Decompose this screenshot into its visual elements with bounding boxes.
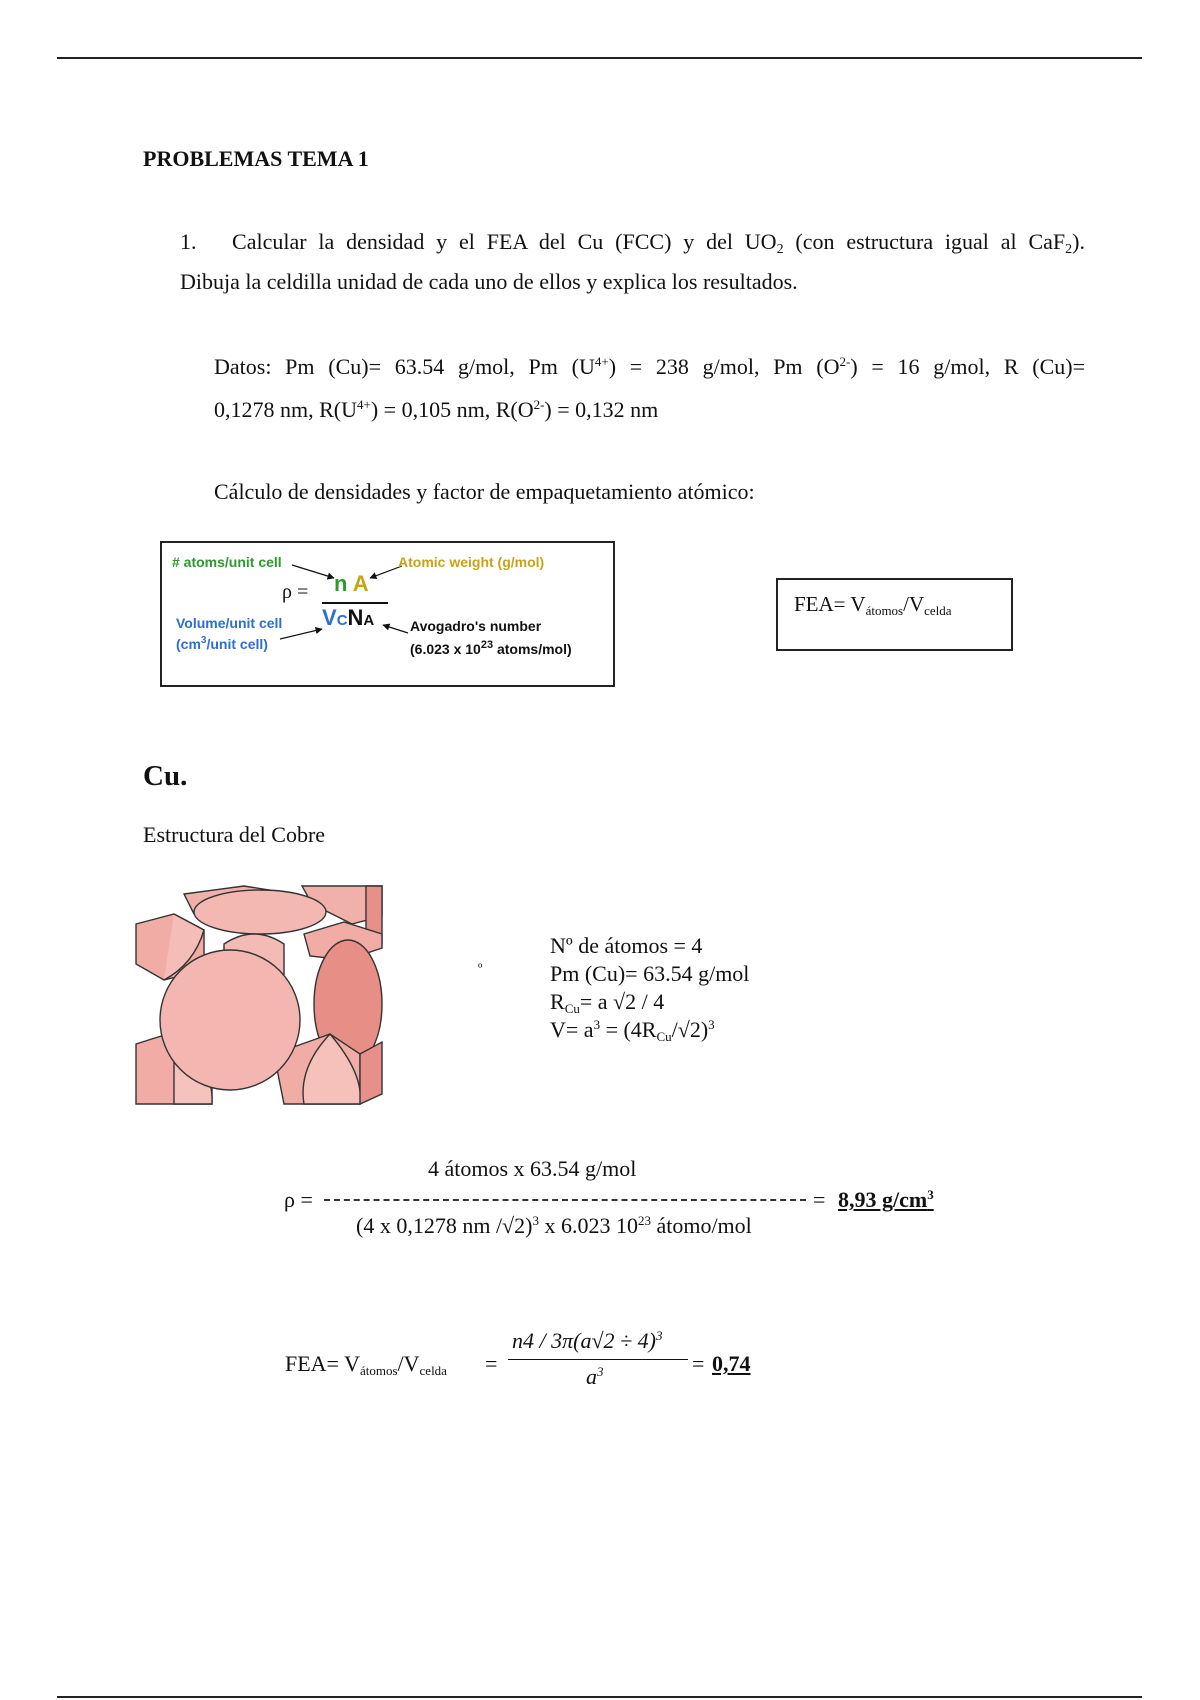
param-volume-mid: = (4R — [600, 1017, 657, 1042]
arrow-volume — [280, 629, 322, 639]
fea-eq-sub1: átomos — [359, 1363, 398, 1378]
datos-text-d: 0,1278 nm, R(U — [214, 397, 357, 422]
density-equals: = — [813, 1187, 826, 1212]
param-volume-sub: Cu — [656, 1029, 672, 1044]
denominator — [322, 605, 374, 631]
density-result — [838, 1187, 934, 1213]
fea-eq-sub2: celda — [419, 1363, 447, 1378]
param-volume — [550, 1016, 749, 1044]
param-volume-sup: 3 — [593, 1017, 601, 1032]
fea-eq-num: n4 / 3π(a√2 ÷ 4) — [512, 1328, 656, 1353]
param-volume-post: /√2) — [671, 1017, 709, 1042]
bottom-rule — [57, 1696, 1142, 1698]
fea-eq-pre: FEA= V — [285, 1351, 360, 1376]
page-heading: PROBLEMAS TEMA 1 — [143, 146, 369, 171]
rho-equals: ρ = — [282, 581, 309, 603]
density-denom-sup: 3 — [532, 1213, 539, 1228]
fea-eq-num-sup: 3 — [655, 1328, 663, 1343]
param-volume-sup2: 3 — [708, 1017, 715, 1032]
denom-n: N — [347, 605, 364, 630]
datos-text-f: ) = 0,132 nm — [544, 397, 659, 422]
fea-box-sub1: átomos — [865, 603, 904, 618]
density-denominator — [356, 1213, 752, 1239]
calc-title: Cálculo de densidades y factor de empaquetamiento atómico: — [214, 479, 755, 504]
fea-eq-label — [285, 1351, 447, 1377]
cu-parameters — [550, 932, 749, 1044]
atomic-weight-label: Atomic weight (g/mol) — [398, 554, 545, 570]
cu-heading: Cu. — [143, 760, 188, 792]
volume-units — [176, 636, 268, 652]
problem-sub-1: 2 — [776, 242, 784, 257]
numerator-a: A — [352, 571, 369, 596]
fea-formula-box — [776, 578, 1013, 651]
cu-subtitle: Estructura del Cobre — [143, 822, 326, 847]
top-rule — [57, 57, 1142, 59]
fea-eq-den: a — [586, 1364, 597, 1389]
volume-label: Volume/unit cell — [176, 615, 283, 631]
density-formula-box — [160, 541, 615, 687]
problem-line-1 — [180, 229, 1085, 255]
fea-box-sub2: celda — [924, 603, 952, 618]
fcc-unit-cell-illustration — [134, 884, 384, 1106]
datos-text-c: ) = 16 g/mol, R (Cu)= — [850, 354, 1085, 379]
avogadro-value — [410, 641, 572, 657]
fea-box-text — [794, 592, 952, 617]
numerator — [334, 571, 369, 597]
datos-text-b: ) = 238 g/mol, Pm (O — [608, 354, 840, 379]
fea-eq-fraction-line — [508, 1359, 688, 1360]
problem-line-2: Dibuja la celdilla unidad de cada uno de ellos y explica los resultados. — [180, 269, 798, 294]
datos-sup-a: 4+ — [594, 354, 609, 369]
density-denom-post: átomo/mol — [650, 1213, 752, 1238]
denom-c: C — [336, 612, 348, 629]
fea-box-pre: FEA= V — [794, 592, 866, 616]
avogadro-pre: (6.023 x 10 — [410, 641, 481, 657]
fea-eq-result: 0,74 — [712, 1351, 751, 1376]
fea-eq-numerator — [512, 1328, 662, 1354]
fea-box-mid: /V — [903, 592, 925, 616]
avogadro-sup: 23 — [480, 639, 494, 651]
datos-text-a: Datos: Pm (Cu)= 63.54 g/mol, Pm (U — [214, 354, 595, 379]
datos-text-e: ) = 0,105 nm, R(O — [370, 397, 534, 422]
fea-eq-equals: = — [485, 1351, 498, 1376]
density-rho: ρ = — [284, 1187, 313, 1212]
density-denom-sup2: 23 — [637, 1213, 651, 1228]
param-atoms: Nº de átomos = 4 — [550, 933, 703, 958]
param-radius-sub: Cu — [564, 1001, 580, 1016]
fea-eq-den-sup: 3 — [597, 1364, 604, 1379]
density-result-pre: 8,93 g/cm — [838, 1187, 928, 1212]
denom-v: V — [322, 605, 337, 630]
param-pm: Pm (Cu)= 63.54 g/mol — [550, 961, 750, 986]
fea-eq-denominator — [586, 1364, 604, 1390]
density-numerator: 4 átomos x 63.54 g/mol — [428, 1156, 637, 1181]
problem-text-1b: (con estructura igual al CaF — [783, 229, 1066, 254]
avogadro-post: atoms/mol) — [493, 641, 572, 657]
density-fraction-line — [324, 1199, 806, 1201]
denom-a: A — [363, 612, 375, 629]
density-denom-mid: x 6.023 10 — [538, 1213, 638, 1238]
numerator-n: n — [334, 571, 348, 596]
arrow-atoms — [292, 565, 334, 578]
formula-fraction-line — [322, 602, 388, 604]
datos-sup-e: 2- — [533, 397, 545, 412]
param-radius-pre: R — [550, 989, 565, 1014]
volume-units-pre: (cm — [176, 636, 201, 652]
datos-sup-d: 4+ — [357, 397, 371, 412]
datos-line-1 — [214, 354, 1085, 380]
avogadro-label: Avogadro's number — [410, 618, 542, 634]
param-radius — [550, 988, 749, 1016]
arrow-avogadro — [383, 625, 408, 633]
fea-eq-mid: /V — [397, 1351, 420, 1376]
problem-text-1: Calcular la densidad y el FEA del Cu (FCC) y del UO — [232, 229, 777, 254]
datos-line-2 — [214, 397, 658, 423]
volume-units-sup: 3 — [200, 635, 207, 646]
problem-number: 1. — [180, 229, 197, 254]
param-volume-pre: V= a — [550, 1017, 594, 1042]
volume-units-post: /unit cell) — [206, 636, 268, 652]
atoms-label: # atoms/unit cell — [172, 554, 282, 570]
fea-eq-equals-2: = — [692, 1351, 705, 1376]
problem-sub-2: 2 — [1065, 242, 1073, 257]
stray-mark: º — [478, 962, 483, 977]
density-result-sup: 3 — [927, 1187, 934, 1202]
problem-text-1c: ). — [1072, 229, 1085, 254]
density-denom-pre: (4 x 0,1278 nm /√2) — [356, 1213, 533, 1238]
datos-sup-b: 2- — [839, 354, 851, 369]
param-radius-post: = a √2 / 4 — [579, 989, 665, 1014]
